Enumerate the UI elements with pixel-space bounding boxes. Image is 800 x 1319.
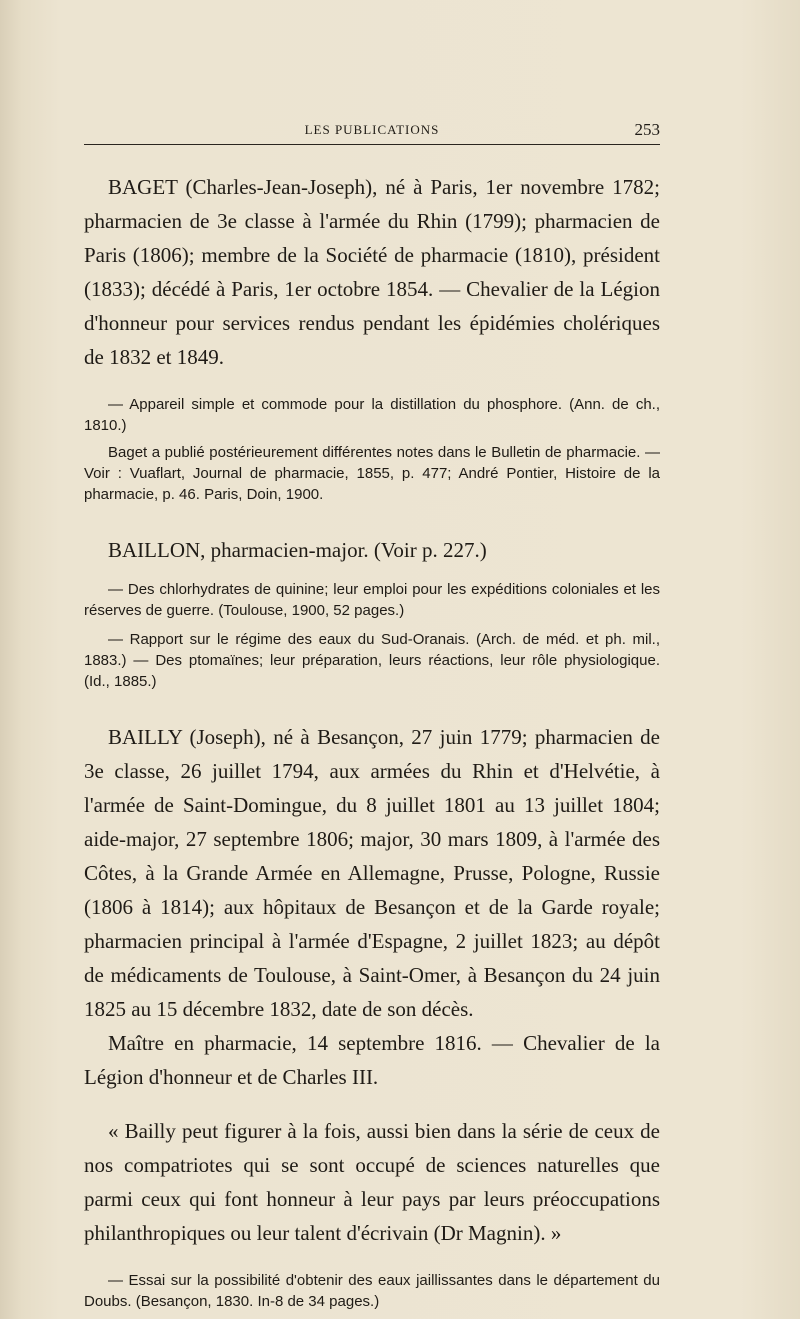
running-header xyxy=(84,122,660,145)
running-title: LES PUBLICATIONS xyxy=(304,122,440,137)
entry-bailly-honours: Maître en pharmacie, 14 septembre 1816. — Chevalier de la Légion d'honneur et de Charles III. xyxy=(84,1031,660,1089)
entry-bailly-quote: « Bailly peut figurer à la fois, aussi bien dans la série de ceux de nos compatriotes qui se sont occupé de sciences naturelles que parmi ceux qui font honneur à leur pays par leurs préoccupations philanthropiques ou leur talent d'écrivain (Dr Magnin). » xyxy=(84,1119,660,1245)
entry-baillon-publication-2: — Rapport sur le régime des eaux du Sud-Oranais. (Arch. de méd. et ph. mil., 1883.) — Des ptomaïnes; leur préparation, leurs réactions, leur rôle physiologique. (Id., 1885.) xyxy=(84,631,660,690)
page-number: 253 xyxy=(634,120,660,139)
page-body xyxy=(84,170,660,1312)
entry-baget-publication: — Appareil simple et commode pour la distillation du phosphore. (Ann. de ch., 1810.) xyxy=(84,396,660,434)
entry-bailly-bio: BAILLY (Joseph), né à Besançon, 27 juin 1779; pharmacien de 3e classe, 26 juillet 1794, aux armées du Rhin et d'Helvétie, à l'armée de Saint-Domingue, du 8 juillet 1801 au 13 juillet 1804; aide-major, 27 septembre 1806; major, 30 mars 1809, à l'armée des Côtes, à la Grande Armée en Allemagne, Prusse, Pologne, Russie (1806 à 1814); aux hôpitaux de Besançon et de la Garde royale; pharmacien principal à l'armée d'Espagne, 2 juillet 1823; au dépôt de médicaments de Toulouse, à Saint-Omer, à Besançon du 24 juin 1825 au 15 décembre 1832, date de son décès. xyxy=(84,725,660,1021)
entry-bailly-publication: — Essai sur la possibilité d'obtenir des eaux jaillissantes dans le département du Doubs. (Besançon, 1830. In-8 de 34 pages.) xyxy=(84,1272,660,1310)
entry-baillon-bio: BAILLON, pharmacien-major. (Voir p. 227.) xyxy=(108,538,487,562)
entry-baget-bio: BAGET (Charles-Jean-Joseph), né à Paris, 1er novembre 1782; pharmacien de 3e classe à l'armée du Rhin (1799); pharmacien de Paris (1806); membre de la Société de pharmacie (1810), président (1833); décédé à Paris, 1er octobre 1854. — Chevalier de la Légion d'honneur pour services rendus pendant les épidémies cholériques de 1832 et 1849. xyxy=(84,175,660,369)
entry-baillon-publication-1: — Des chlorhydrates de quinine; leur emploi pour les expéditions coloniales et les réserves de guerre. (Toulouse, 1900, 52 pages.) xyxy=(84,581,660,619)
entry-baget-note: Baget a publié postérieurement différentes notes dans le Bulletin de pharmacie. — Voir : Vuaflart, Journal de pharmacie, 1855, p. 477; André Pontier, Histoire de la pharmacie, p. 46. Paris, Doin, 1900. xyxy=(84,444,660,503)
